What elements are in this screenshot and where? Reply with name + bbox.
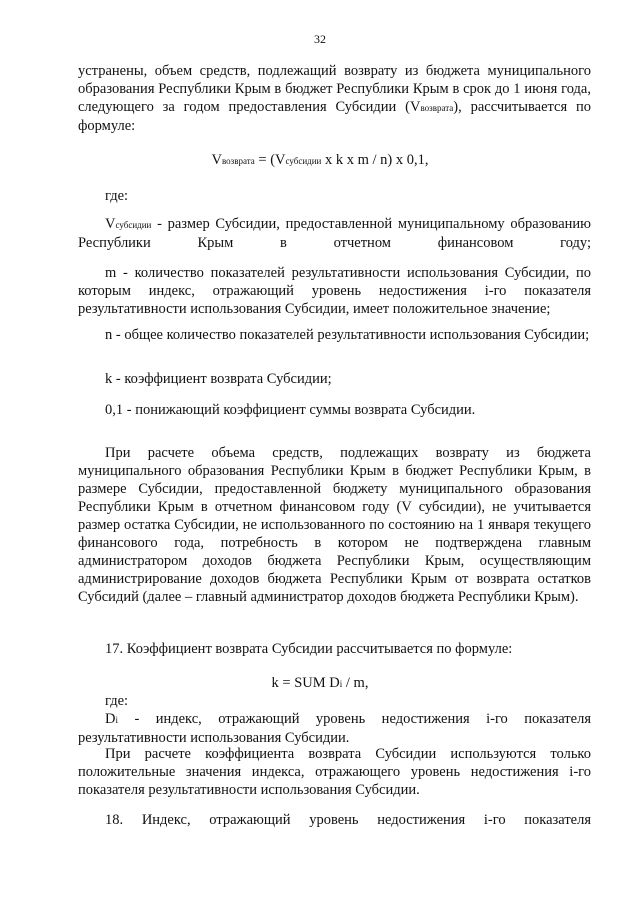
where-label-2: где: — [105, 693, 129, 709]
formula-pre: k = SUM D — [271, 675, 340, 691]
formula-mid: = (V — [254, 152, 286, 168]
paragraph-17: 17. Коэффициент возврата Субсидии рассчитывается по формуле: — [105, 641, 513, 657]
paragraph-text: устранены, объем средств, подлежащий возврату из бюджета муниципального образования Республики Крым в бюджет Республики Крым в срок до 1 июня года, следующего за годом предоставления Субсидии (V — [78, 63, 591, 115]
formula-subscript: i — [339, 679, 343, 689]
where-label: где: — [105, 188, 129, 204]
definition-d-index — [78, 710, 591, 747]
formula-post: / m, — [342, 675, 369, 691]
definition-0-1: 0,1 - понижающий коэффициент суммы возврата Субсидии. — [105, 402, 476, 418]
formula-refund — [0, 151, 640, 170]
definition-text: - индекс, отражающий уровень недостижения i-го показателя результативности использования Субсидии. — [78, 711, 591, 746]
formula-rest: x k x m / n) x 0,1, — [321, 152, 429, 168]
paragraph-positive-values: При расчете коэффициента возврата Субсидии используются только положительные значения индекса, отражающего уровень недостижения i-го показателя результативности использования Субсидии. — [78, 746, 591, 798]
definition-subscript: i — [115, 715, 118, 725]
definition-m: m - количество показателей результативности использования Субсидии, по которым индекс, отражающий уровень недостижения i-го показателя результативности использования Субсидии, имеет положительное значение; — [78, 265, 591, 317]
formula-coefficient — [0, 674, 640, 693]
definition-symbol: D — [105, 711, 116, 727]
subscript: возврата — [420, 103, 454, 113]
formula-lhs-subscript: возврата — [221, 156, 255, 166]
formula-mid-subscript: субсидии — [285, 156, 322, 166]
definition-v-subsidy — [78, 215, 591, 252]
paragraph-calculation-note: При расчете объема средств, подлежащих возврату из бюджета муниципального образования Республики Крым в бюджет Республики Крым, в размере Субсидии, предоставленной бюджету муниципального образования Республики Крым в отчетном финансовом году (V субсидии), не учитывается размер остатка Субсидии, не использованного по состоянию на 1 января текущего финансового года, потребность в котором не подтверждена главным администратором доходов бюджета Республики Крым, осуществляющим администрирование доходов бюджета Республики Крым от возврата остатков Субсидий (далее – главный администратор доходов бюджета Республики Крым). — [78, 445, 591, 605]
definition-text: - размер Субсидии, предоставленной муниципальному образованию Республики Крым в отчетном финансовом году; — [78, 216, 591, 251]
paragraph-text-end: ), рассчитывается по формуле: — [78, 99, 591, 134]
page-number: 32 — [314, 32, 326, 46]
definition-n: n - общее количество показателей результативности использования Субсидии; — [105, 327, 590, 343]
paragraph-18: 18. Индекс, отражающий уровень недостижения i-го показателя — [105, 812, 591, 828]
definition-symbol: V — [105, 216, 116, 232]
formula-lhs: V — [211, 152, 222, 168]
definition-subscript: субсидии — [115, 220, 152, 230]
paragraph-refund-volume — [78, 62, 591, 135]
definition-k: k - коэффициент возврата Субсидии; — [105, 371, 332, 387]
